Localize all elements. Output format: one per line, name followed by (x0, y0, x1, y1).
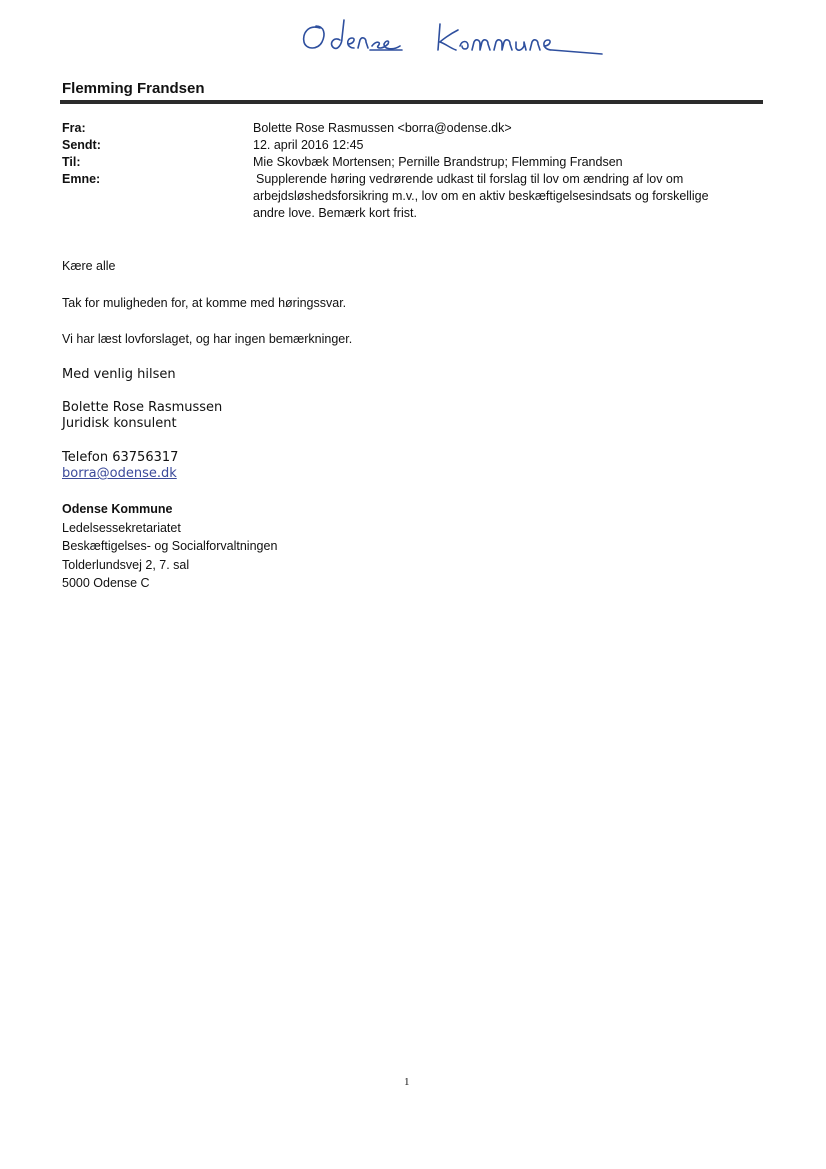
subject-row (62, 171, 762, 222)
subject-value (253, 171, 762, 222)
signature-phone: Telefon 63756317 (62, 450, 179, 465)
body-paragraph-1: Tak for muligheden for, at komme med høringssvar. (62, 296, 347, 310)
signature-closing: Med venlig hilsen (62, 367, 176, 382)
page-number: 1 (404, 1076, 410, 1088)
from-value: Bolette Rose Rasmussen <borra@odense.dk> (253, 121, 512, 135)
signature-email-link[interactable]: borra@odense.dk (62, 466, 177, 481)
body-paragraph-2: Vi har læst lovforslaget, og har ingen bemærkninger. (62, 332, 353, 346)
to-row (62, 154, 762, 171)
sent-row (62, 137, 762, 154)
handwritten-annotation (290, 10, 620, 60)
organization-street: Tolderlundsvej 2, 7. sal (62, 557, 190, 572)
mailbox-owner-name: Flemming Frandsen (62, 80, 205, 97)
organization-city: 5000 Odense C (62, 576, 150, 590)
email-header (62, 120, 762, 222)
from-label: Fra: (62, 121, 86, 135)
subject-line: arbejdsløshedsforsikring m.v., lov om en aktiv beskæftigelsesindsats og forskellige (253, 189, 709, 203)
to-label: Til: (62, 155, 81, 169)
signature-name: Bolette Rose Rasmussen (62, 400, 223, 415)
to-value: Mie Skovbæk Mortensen; Pernille Brandstrup; Flemming Frandsen (253, 155, 623, 169)
sent-label: Sendt: (62, 138, 101, 152)
organization-name: Odense Kommune (62, 502, 173, 516)
header-divider (60, 100, 763, 104)
subject-line: Supplerende høring vedrørende udkast til forslag til lov om ændring af lov om (256, 172, 684, 186)
from-row (62, 120, 762, 137)
organization-division: Beskæftigelses- og Socialforvaltningen (62, 539, 278, 553)
organization-department: Ledelsessekretariatet (62, 520, 181, 535)
subject-line: andre love. Bemærk kort frist. (253, 206, 417, 220)
organization-block (62, 500, 277, 593)
sent-value: 12. april 2016 12:45 (253, 138, 364, 152)
greeting: Kære alle (62, 259, 116, 273)
subject-label: Emne: (62, 172, 101, 186)
signature-title: Juridisk konsulent (62, 416, 177, 431)
